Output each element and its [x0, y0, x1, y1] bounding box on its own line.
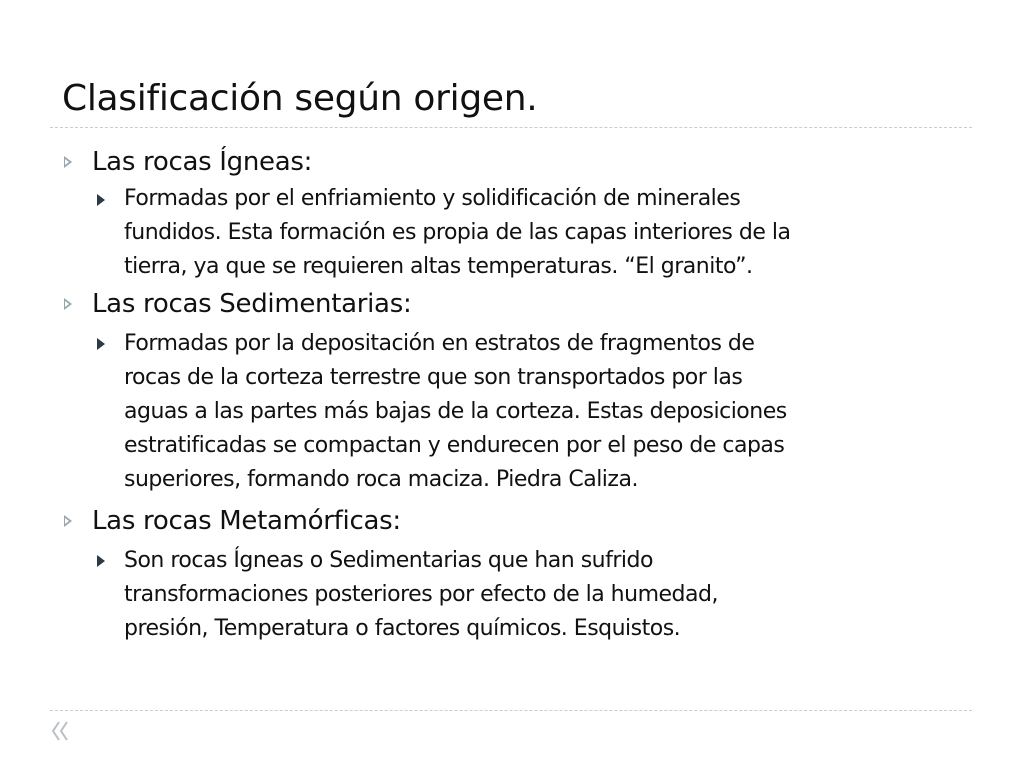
footer-divider: [50, 710, 972, 711]
body-line: Son rocas Ígneas o Sedimentarias que han sufrido: [124, 548, 653, 573]
outline-triangle-bullet-icon: [64, 156, 72, 168]
body-line: presión, Temperatura o factores químicos. Esquistos.: [124, 616, 681, 641]
solid-triangle-bullet-icon: [97, 555, 105, 567]
section-heading-sedimentarias: Las rocas Sedimentarias:: [92, 289, 412, 319]
title-divider: [50, 127, 972, 128]
double-chevron-left-icon: [50, 718, 70, 744]
section-body-sedimentarias: [124, 327, 960, 497]
solid-triangle-bullet-icon: [97, 338, 105, 350]
section-body-metamorficas: [124, 544, 960, 646]
body-line: superiores, formando roca maciza. Piedra Caliza.: [124, 467, 638, 492]
body-line: transformaciones posteriores por efecto de la humedad,: [124, 582, 718, 607]
outline-triangle-bullet-icon: [64, 298, 72, 310]
body-line: estratificadas se compactan y endurecen por el peso de capas: [124, 433, 785, 458]
slide-title: Clasificación según origen.: [62, 78, 538, 119]
section-body-igneas: [124, 182, 960, 284]
body-line: Formadas por el enfriamiento y solidificación de minerales: [124, 186, 741, 211]
body-line: rocas de la corteza terrestre que son transportados por las: [124, 365, 743, 390]
solid-triangle-bullet-icon: [97, 194, 105, 206]
outline-triangle-bullet-icon: [64, 515, 72, 527]
body-line: Formadas por la depositación en estratos de fragmentos de: [124, 331, 755, 356]
body-line: fundidos. Esta formación es propia de las capas interiores de la: [124, 220, 791, 245]
section-heading-igneas: Las rocas Ígneas:: [92, 147, 313, 177]
body-line: tierra, ya que se requieren altas temperaturas. “El granito”.: [124, 254, 753, 279]
section-heading-metamorficas: Las rocas Metamórficas:: [92, 506, 401, 536]
body-line: aguas a las partes más bajas de la corteza. Estas deposiciones: [124, 399, 787, 424]
